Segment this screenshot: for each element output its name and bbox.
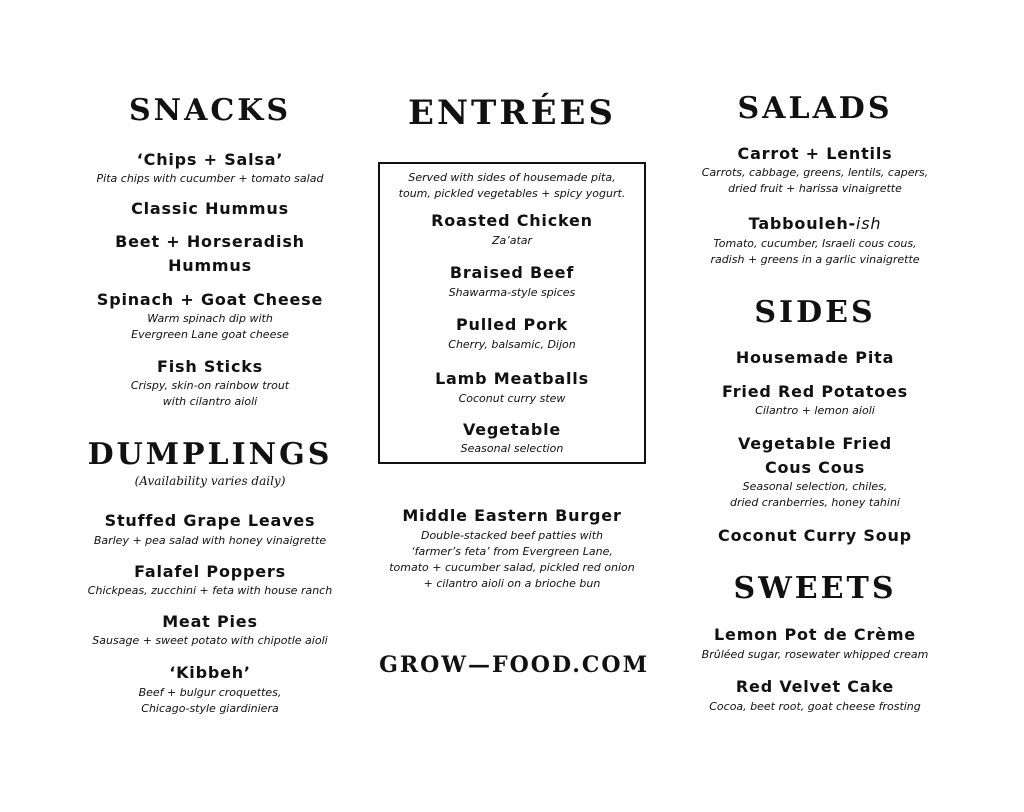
menu-item-name: Lemon Pot de Crème (714, 625, 916, 644)
menu-item-desc: Sausage + sweet potato with chipotle aioli (92, 634, 328, 647)
menu-item-desc: Tomato, cucumber, Israeli cous cous, radish + greens in a garlic vinaigrette (710, 237, 920, 266)
menu-item-desc: Warm spinach dip with Evergreen Lane goat cheese (131, 312, 289, 341)
menu-item-desc: Seasonal selection (460, 442, 564, 455)
menu-item-desc: Beef + bulgur croquettes, Chicago-style giardiniera (138, 686, 282, 715)
menu-item-desc: Shawarma-style spices (448, 286, 576, 299)
menu-item-desc: Coconut curry stew (458, 392, 566, 405)
menu-item-name: Fried Red Potatoes (722, 382, 908, 401)
menu-item-desc: Pita chips with cucumber + tomato salad (96, 172, 324, 185)
menu-item-name: Middle Eastern Burger (402, 506, 622, 525)
website-url: GROW—FOOD.COM (379, 652, 649, 678)
entrees-intro: Served with sides of housemade pita, toum, pickled vegetables + spicy yogurt. (398, 171, 626, 200)
item-name-main: Tabbouleh- (748, 214, 856, 233)
menu-item-name: Classic Hummus (131, 199, 289, 218)
sweets-heading: SWEETS (733, 571, 897, 606)
menu-item-desc: Za’atar (491, 234, 533, 247)
menu-item-name: Braised Beef (449, 263, 575, 282)
menu-item-name: Lamb Meatballs (435, 369, 589, 388)
dumplings-heading: DUMPLINGS (87, 437, 333, 472)
menu-item-desc: Carrots, cabbage, greens, lentils, capers, dried fruit + harissa vinaigrette (701, 166, 929, 195)
menu-item-desc: Double-stacked beef patties with ‘farmer’s feta’ from Evergreen Lane, tomato + cucumber salad, pickled red onion + cilantro aioli on a brioche bun (389, 529, 635, 590)
menu-item-name: Red Velvet Cake (735, 677, 895, 696)
menu-item-desc: Barley + pea salad with honey vinaigrette (93, 534, 327, 547)
menu-item-name (700, 212, 930, 236)
salads-heading: SALADS (737, 91, 893, 126)
menu-item-desc: Seasonal selection, chiles, dried cranberries, honey tahini (730, 480, 900, 509)
menu-item-desc: Cherry, balsamic, Dijon (448, 338, 576, 351)
menu-item-desc: Cocoa, beet root, goat cheese frosting (709, 700, 921, 713)
menu-item-name: Coconut Curry Soup (718, 526, 912, 545)
menu-item-desc: Brûléed sugar, rosewater whipped cream (701, 648, 929, 661)
menu-item-desc: Chickpeas, zucchini + feta with house ranch (87, 584, 333, 597)
availability-note: (Availability varies daily) (134, 474, 286, 488)
menu-item-name: ‘Chips + Salsa’ (136, 150, 284, 169)
menu-item-name: Meat Pies (162, 612, 258, 631)
menu-item-name: ‘Kibbeh’ (169, 663, 251, 682)
entrees-heading: ENTRÉES (408, 93, 616, 133)
menu-item-name: Stuffed Grape Leaves (104, 511, 316, 530)
menu-item-desc: Cilantro + lemon aioli (755, 404, 875, 417)
menu-item-name: Fish Sticks (156, 357, 263, 376)
menu-item-name: Vegetable (462, 420, 562, 439)
menu-item-name: Beet + Horseradish Hummus (115, 232, 305, 275)
item-name-italic: ish (855, 214, 882, 233)
menu-item-name: Falafel Poppers (134, 562, 286, 581)
menu-item-name: Roasted Chicken (431, 211, 593, 230)
snacks-heading: SNACKS (129, 93, 291, 128)
sides-heading: SIDES (754, 295, 876, 330)
menu-item-name: Spinach + Goat Cheese (96, 290, 324, 309)
menu-item-name: Vegetable Fried Cous Cous (737, 434, 893, 477)
menu-item-name: Housemade Pita (735, 348, 895, 367)
menu-item-desc: Crispy, skin-on rainbow trout with cilantro aioli (130, 379, 290, 408)
menu-item-name: Pulled Pork (455, 315, 568, 334)
menu-item-name: Carrot + Lentils (737, 144, 893, 163)
